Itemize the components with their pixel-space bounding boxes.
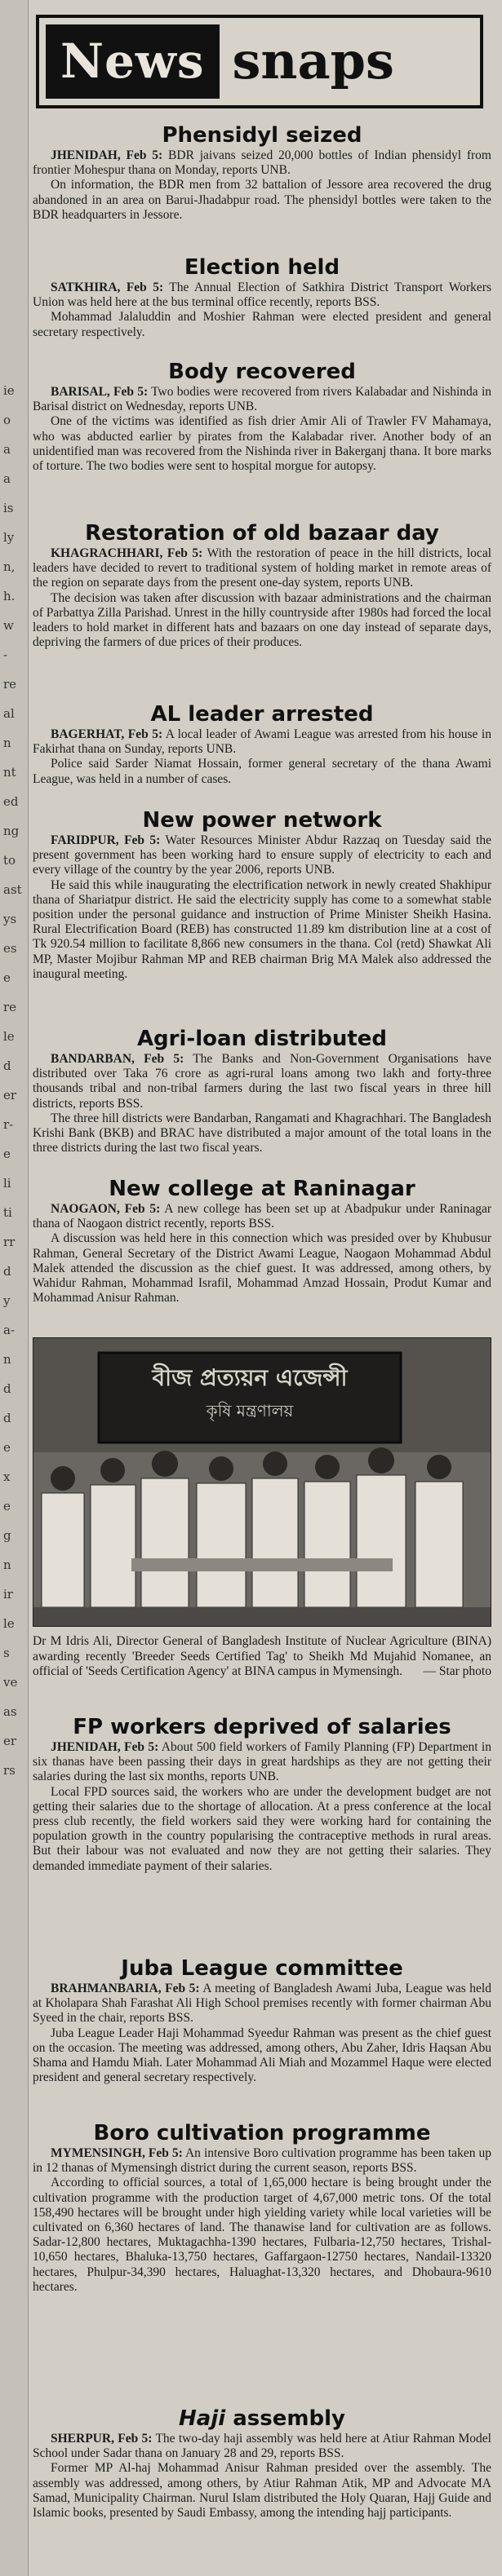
story-boro-cultivation — [33, 2120, 491, 2295]
adjacent-column-fragment-text: ie — [3, 383, 15, 398]
adjacent-column-fragment-text: n — [3, 736, 11, 750]
adjacent-column-fragment-text: w — [3, 618, 14, 633]
adjacent-column-fragment-text: d — [3, 1058, 11, 1073]
story-headline: Body recovered — [168, 360, 356, 384]
photo-caption-text: Dr M Idris Ali, Director General of Bangladesh Institute of Nuclear Agriculture (BINA) awarding recently 'Breeder Seeds Certified Tag' to Sheikh Md Mujahid Nomanee, an official of 'Seeds Certification Agency' at BINA campus in Mymensingh. — [33, 1634, 491, 1678]
adjacent-column-fragment-text: er — [3, 1734, 17, 1748]
story-paragraph: JHENIDAH, Feb 5: BDR jaivans seized 20,000 bottles of Indian phensidyl from frontier Mohespur thana on Monday, reports UNB. — [33, 148, 491, 178]
adjacent-column-fragment-text: le — [3, 1616, 15, 1631]
story-paragraph: Local FPD sources said, the workers who are under the development budget are not getting their salaries due to the shortage of allocation. At a press conference at the local press club recently, the field workers said they were working hard for containing the population growth in the country popularising the contraceptive methods in rural areas. But their labour was not evaluated and now they are not getting their salaries. They demanded immediate payment of their salaries. — [33, 1784, 491, 1873]
adjacent-column-fragment-text: nt — [3, 765, 16, 780]
story-paragraph: The three hill districts were Bandarban, Rangamati and Khagrachhari. The Bangladesh Krishi Bank (BKB) and BRAC have distributed a major amount of the total loans in the three districts during the last two fiscal years. — [33, 1111, 491, 1155]
story-haji-assembly — [33, 2406, 491, 2521]
story-body-recovered — [33, 359, 491, 474]
story-paragraph: He said this while inaugurating the electrification network in newly created Shakhipur thana of Shariatpur district. He said the electricity supply has come to a somewhat stable position under the personal guidance and instruction of Prime Minister Sheikh Hasina. Rural Electrification Board (REB) has constructed 11.89 km distribution line at a cost of Tk 920.54 million to facilitate 8,866 new consumers in the thana. Col (retd) Shawkat Ali MP, Master Mojibur Rahman MP and REB chairman Brig MA Malek also addressed the inaugural meeting. — [33, 877, 491, 981]
adjacent-column-fragment-text: ng — [3, 824, 20, 838]
story-paragraph: JHENIDAH, Feb 5: About 500 field workers of Family Planning (FP) Department in six thanas have been passing their days in great hardships as they are not getting their salaries during the last six months, reports UNB. — [33, 1740, 491, 1784]
adjacent-column-fragment-text: rs — [3, 1763, 16, 1778]
adjacent-column-fragment-text: es — [3, 941, 17, 956]
adjacent-column-fragment-text: - — [3, 647, 8, 662]
story-al-leader-arrested — [33, 701, 491, 787]
photo-credit: — Star photo — [423, 1664, 491, 1678]
story-paragraph: Police said Sarder Niamat Hossain, former general secretary of the thana Awami League, was held in a number of cases. — [33, 757, 491, 786]
adjacent-column-fragment-text: ys — [3, 912, 17, 926]
story-restoration-bazaar-day — [33, 520, 491, 650]
story-paragraph: BANDARBAN, Feb 5: The Banks and Non-Government Organisations have distributed over Taka 76 crore as agri-rural loans among two lakh and forty-three thousands tribal and non-tribal farmers during the last two fiscal years in three hill districts, reports BSS. — [33, 1052, 491, 1111]
story-headline: New power network — [142, 808, 382, 833]
story-paragraph: The decision was taken after discussion with bazaar administrations and the chairman of Parbattya Zilla Parishad. Unrest in the hilly countryside after 1980s had forced the local leaders to hold market in different hats and bazaars on one day instead of separate days, depriving the farmers of due prices of their produces. — [33, 590, 491, 650]
story-paragraph: SHERPUR, Feb 5: The two-day haji assembly was held here at Atiur Rahman Model School under Sadar thana on January 28 and 29, reports BSS. — [33, 2432, 491, 2461]
adjacent-column-fragment-text: e — [3, 1499, 11, 1513]
masthead-word-news: News — [46, 24, 220, 99]
photo-banner-subtext: কৃষি মন্ত্রণালয় — [206, 1401, 294, 1421]
adjacent-column-fragment-text: a — [3, 442, 11, 457]
story-paragraph: MYMENSINGH, Feb 5: An intensive Boro cultivation programme has been taken up in 12 thanas of Mymensingh district during the current season, reports BSS. — [33, 2146, 491, 2176]
adjacent-column-fragment-text: ly — [3, 530, 15, 545]
story-new-college-raninagar — [33, 1176, 491, 1306]
story-headline: Haji assembly — [179, 2406, 345, 2431]
story-headline: Restoration of old bazaar day — [85, 521, 439, 546]
story-paragraph: Mohammad Jalaluddin and Moshier Rahman were elected president and general secretary respectively. — [33, 310, 491, 339]
story-paragraph: KHAGRACHHARI, Feb 5: With the restoration of peace in the hill districts, local leaders have decided to revert to traditional system of holding market in remote areas of the region on separate days from the present one-day system, reports UNB. — [33, 546, 492, 590]
adjacent-column-fragment-text: er — [3, 1088, 17, 1102]
story-paragraph: Juba League Leader Haji Mohammad Syeedur Rahman was present as the chief guest on the occasion. The meeting was addressed, among others, Abu Zaher, Idris Haqsan Abu Shama and Hamdu Miah. Later Mohammad Ali Miah and Mozammel Haque were elected president and general secretary respectively. — [33, 2026, 491, 2085]
story-election-held — [33, 254, 491, 340]
adjacent-column-fragment-text: ve — [3, 1675, 18, 1690]
adjacent-column-fragment-text: x — [3, 1469, 11, 1484]
adjacent-column-fragment-text: d — [3, 1264, 11, 1279]
news-photo-bina-award — [33, 1337, 491, 1627]
story-headline: Juba League committee — [121, 1956, 403, 1981]
story-paragraph: One of the victims was identified as fish drier Amir Ali of Trawler FV Mahamaya, who was abducted earlier by pirates from the Kalabadar river. Another body of an unidentified man was recovered from the Nishinda river in Bakerganj thana. It bore marks of torture. The two bodies were sent to hospital morgue for autopsy. — [33, 414, 491, 474]
adjacent-column-fragment-text: n — [3, 1558, 11, 1572]
story-headline: FP workers deprived of salaries — [73, 1715, 451, 1739]
story-fp-workers-salaries — [33, 1714, 491, 1874]
adjacent-column-fragment-text: a- — [3, 1323, 16, 1337]
photo-banner-text: বীজ প্রত্যয়ন এজেন্সী — [152, 1364, 348, 1391]
adjacent-column-fragment-text: n — [3, 1352, 11, 1367]
story-paragraph: According to official sources, a total of 1,65,000 hectare is being brought under the cultivation programme with the production target of 4,67,000 metric tons. Of the total 158,490 hectares will be brought under high yielding variety while local varieties will be cultivated on 6,360 hectares of land. The thanawise land for cultivation are as follows. Sadar-12,800 hectares, Muktagachha-1390 hectares, Fulbaria-12,750 hectares, Trishal-10,650 hectares, Bhaluka-13,750 hectares, Gaffargaon-12750 hectares, Nandail-13320 hectares, Phulpur-34,390 hectares, Haluaghat-13,320 hectares, and Dhobaura-9610 hectares. — [33, 2176, 491, 2294]
adjacent-column-fragment-text: al — [3, 706, 15, 721]
story-paragraph: FARIDPUR, Feb 5: Water Resources Minister Abdur Razzaq on Tuesday said the present government has been working hard to ensure supply of electricity to each and every village of the country by the year 2006, reports UNB. — [33, 833, 491, 877]
story-headline: Election held — [184, 255, 340, 280]
adjacent-column-fragment-text: a — [3, 471, 11, 486]
adjacent-column-fragment-text: li — [3, 1176, 11, 1191]
adjacent-column-fragment-text: ti — [3, 1205, 12, 1220]
adjacent-column-fragment-text: y — [3, 1293, 11, 1308]
adjacent-column-fragment-text: to — [3, 853, 16, 868]
masthead-word-snaps: snaps — [232, 31, 394, 91]
photo-caption — [33, 1634, 491, 1680]
news-snaps-column — [33, 0, 491, 2576]
story-headline: Phensidyl seized — [162, 123, 362, 148]
story-paragraph: SATKHIRA, Feb 5: The Annual Election of Satkhira District Transport Workers Union was held here at the bus terminal office recently, reports BSS. — [33, 281, 491, 310]
adjacent-column-fragment-text: re — [3, 1000, 17, 1014]
adjacent-column-fragment-text: is — [3, 501, 14, 515]
adjacent-column-fragment-text: s — [3, 1646, 10, 1660]
adjacent-column-fragment-text: r- — [3, 1117, 14, 1132]
photo-illustration — [33, 1338, 491, 1626]
section-masthead — [36, 15, 483, 108]
adjacent-column-fragment-text: e — [3, 970, 11, 985]
story-phensidyl-seized — [33, 122, 491, 223]
story-paragraph: On information, the BDR men from 32 battalion of Jessore area recovered the drug abandoned in an area on Barui-Jhadabpur road. The phensidyl bottles were taken to the BDR headquarters in Jessore. — [33, 178, 491, 222]
adjacent-column-fragment-text: d — [3, 1381, 11, 1396]
story-paragraph: A discussion was held here in this connection which was presided over by Khubusur Rahman, General Secretary of the District Awami League, Naogaon Mohammad Abdul Malek attended the discussion as the chief guest. It was addressed, among others, by Wahidur Rahman, Mohammad Israfil, Mohammad Amzad Hossain, Produt Kumar and Mohammad Anisur Rahman. — [33, 1231, 491, 1306]
adjacent-column-fragment-text: d — [3, 1411, 11, 1425]
adjacent-column-fragment — [0, 0, 29, 2576]
story-paragraph: Former MP Al-haj Mohammad Anisur Rahman presided over the assembly. The assembly was addressed, among others, by Atiur Rahman Atik, MP and Advocate MA Samad, Municipality Chairman. Nurul Islam distributed the Holy Quaran, Hajj Guide and Islamic books, presented by Saudi Embassy, among the intending hajj participants. — [33, 2461, 491, 2521]
adjacent-column-fragment-text: ed — [3, 794, 19, 809]
story-paragraph: BRAHMANBARIA, Feb 5: A meeting of Bangladesh Awami Juba, League was held at Kholapara Shah Farashat Ali High School premises recently with former chairman Abu Syeed in the chair, reports BSS. — [33, 1982, 491, 2026]
adjacent-column-fragment-text: ast — [3, 882, 22, 897]
story-new-power-network — [33, 807, 491, 982]
adjacent-column-fragment-text: e — [3, 1147, 11, 1161]
story-paragraph: BAGERHAT, Feb 5: A local leader of Awami League was arrested from his house in Fakirhat thana on Sunday, reports UNB. — [33, 727, 491, 757]
adjacent-column-fragment-text: le — [3, 1029, 15, 1044]
adjacent-column-fragment-text: g — [3, 1528, 11, 1543]
story-headline: New college at Raninagar — [109, 1177, 415, 1201]
story-headline: Boro cultivation programme — [93, 2121, 431, 2145]
story-headline: Agri-loan distributed — [136, 1027, 388, 1051]
adjacent-column-fragment-text: ir — [3, 1587, 13, 1602]
story-paragraph: NAOGAON, Feb 5: A new college has been set up at Abadpukur under Raninagar thana of Naogaon district recently, reports BSS. — [33, 1202, 492, 1231]
adjacent-column-fragment-text: n, — [3, 559, 16, 574]
story-agri-loan-distributed — [33, 1026, 491, 1155]
story-paragraph: BARISAL, Feb 5: Two bodies were recovered from rivers Kalabadar and Nishinda in Barisal district on Wednesday, reports UNB. — [33, 385, 491, 414]
adjacent-column-fragment-text: e — [3, 1440, 11, 1455]
adjacent-column-fragment-text: as — [3, 1704, 17, 1719]
adjacent-column-fragment-text: o — [3, 413, 11, 427]
adjacent-column-fragment-text: h. — [3, 589, 16, 603]
adjacent-column-fragment-text: rr — [3, 1235, 16, 1249]
story-juba-league-committee — [33, 1955, 491, 2085]
story-headline: AL leader arrested — [150, 702, 374, 727]
adjacent-column-fragment-text: re — [3, 677, 17, 691]
